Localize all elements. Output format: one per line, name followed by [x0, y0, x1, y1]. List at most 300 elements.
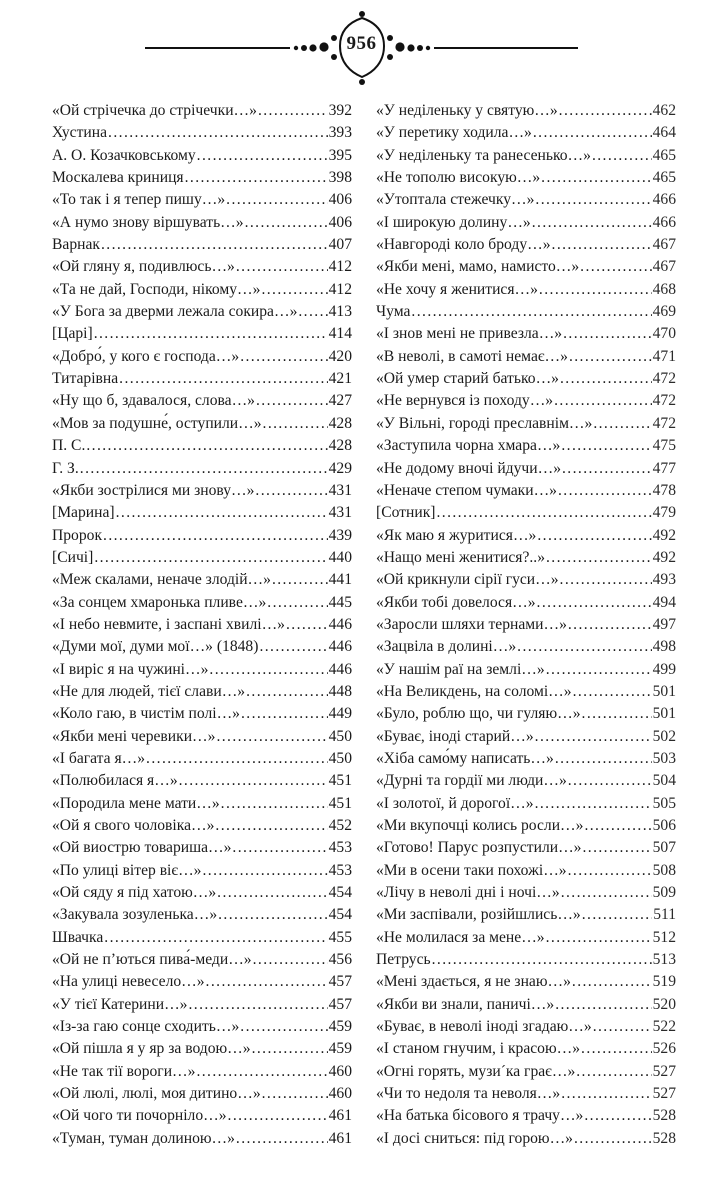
toc-entry-page: 453: [328, 839, 352, 857]
toc-entry-title: «Не додому вночі йдучи…»: [376, 459, 561, 477]
toc-entry-title: «І широкую долину…»: [376, 213, 531, 231]
dot-leader: [197, 145, 328, 167]
dot-leader: [537, 525, 651, 547]
toc-entry: [52, 748, 352, 770]
toc-entry-page: 471: [652, 347, 676, 365]
dot-leader: [86, 435, 327, 457]
toc-entry-page: 451: [328, 772, 352, 790]
toc-entry-title: «Буває, в неволі іноді згадаю…»: [376, 1018, 592, 1036]
toc-entry-title: «Добро́, у кого є господа…»: [52, 347, 240, 365]
dot-leader: [215, 815, 327, 837]
dot-leader: [286, 614, 328, 636]
toc-entry-title: «І виріс я на чужині…»: [52, 660, 209, 678]
toc-entry-title: «За сонцем хмаронька пливе…»: [52, 593, 267, 611]
toc-entry-title: «Мов за подушне́, оступили…»: [52, 414, 262, 432]
toc-entry-page: 501: [652, 682, 676, 700]
toc-entry-title: Г. З.: [52, 459, 79, 477]
dot-leader: [537, 592, 652, 614]
toc-entry: [376, 592, 676, 614]
toc-entry: [376, 1083, 676, 1105]
toc-entry-page: 455: [328, 928, 352, 946]
toc-entry-title: «В неволі, в самоті немає…»: [376, 347, 568, 365]
toc-entry-title: «Ой крикнули сірії гуси…»: [376, 571, 559, 589]
toc-entry: [52, 614, 352, 636]
toc-entry-page: 398: [328, 169, 352, 187]
dot-leader: [554, 390, 652, 412]
toc-entry: [376, 502, 676, 524]
dot-leader: [517, 636, 651, 658]
toc-entry-title: «Готово! Парус розпустили…»: [376, 839, 582, 857]
dot-leader: [535, 726, 652, 748]
toc-entry-page: 522: [652, 1018, 676, 1036]
dot-leader: [580, 256, 651, 278]
toc-entry-title: «Коло гаю, в чистім полі…»: [52, 705, 240, 723]
toc-entry-page: 504: [652, 772, 676, 790]
toc-entry-title: «Неначе степом чумаки…»: [376, 481, 557, 499]
toc-entry: [52, 659, 352, 681]
toc-entry-page: 497: [652, 615, 676, 633]
dot-leader: [119, 368, 327, 390]
toc-entry: [376, 1061, 676, 1083]
toc-entry: [376, 368, 676, 390]
toc-entry-page: 478: [652, 481, 676, 499]
toc-entry: [376, 748, 676, 770]
toc-entry-page: 472: [652, 414, 676, 432]
dot-leader: [146, 748, 328, 770]
toc-entry-title: «І золотої, й дорогої…»: [376, 794, 534, 812]
toc-entry: [52, 815, 352, 837]
dot-leader: [263, 413, 328, 435]
dot-leader: [563, 323, 652, 345]
dot-leader: [196, 1061, 327, 1083]
toc-entry-page: 465: [652, 169, 676, 187]
toc-entry-title: Варнак: [52, 236, 100, 254]
toc-entry: [52, 502, 352, 524]
toc-entry-page: 492: [652, 548, 676, 566]
toc-entry-title: «Ой я свого чоловіка…»: [52, 817, 215, 834]
toc-entry: [52, 189, 352, 211]
toc-entry-page: 459: [328, 1018, 352, 1036]
toc-entry-title: «Буває, іноді старий…»: [376, 727, 534, 745]
toc-entry: [52, 1128, 352, 1150]
toc-entry: [52, 301, 352, 323]
toc-entry-page: 511: [653, 906, 676, 924]
toc-column-left: [52, 100, 352, 1150]
toc-entry-page: 446: [328, 638, 352, 656]
dot-leader: [255, 480, 327, 502]
dot-leader: [593, 413, 651, 435]
toc-entry-page: 431: [328, 481, 352, 499]
toc-entry-title: «Ми вкупочці колись росли…»: [376, 817, 584, 834]
toc-entry: [52, 458, 352, 480]
toc-entry-page: 461: [328, 1107, 352, 1125]
dot-leader: [80, 458, 328, 480]
toc-entry-page: 454: [328, 906, 352, 924]
dot-leader: [272, 569, 328, 591]
dot-leader: [103, 525, 328, 547]
toc-entry-page: 502: [652, 727, 676, 745]
dot-leader: [253, 949, 328, 971]
toc-entry: [376, 167, 676, 189]
toc-entry: [52, 793, 352, 815]
dot-leader: [582, 837, 651, 859]
toc-entry: [52, 1016, 352, 1038]
toc-entry-page: 507: [652, 839, 676, 857]
toc-entry-page: 420: [328, 347, 352, 365]
toc-entry-title: Титарівна: [52, 370, 119, 388]
toc-entry: [52, 346, 352, 368]
toc-entry-page: 466: [652, 191, 676, 209]
toc-entry: [52, 860, 352, 882]
dot-leader: [236, 256, 328, 278]
toc-entry-page: 472: [652, 370, 676, 388]
toc-entry-title: «У тієї Катерини…»: [52, 995, 188, 1013]
toc-entry: [52, 592, 352, 614]
toc-entry: [376, 636, 676, 658]
toc-entry-page: 406: [328, 191, 352, 209]
toc-entry-title: [Сотник]: [376, 504, 436, 522]
dot-leader: [202, 860, 327, 882]
toc-entry-title: «І станом гнучим, і красою…»: [376, 1040, 581, 1058]
dot-leader: [218, 904, 327, 926]
dot-leader: [246, 681, 328, 703]
toc-entry: [52, 703, 352, 725]
toc-entry: [52, 1083, 352, 1105]
toc-entry-page: 428: [328, 414, 352, 432]
toc-entry-title: «Якби тобі довелося…»: [376, 593, 536, 611]
dot-leader: [101, 234, 328, 256]
toc-entry-title: [Марина]: [52, 504, 115, 522]
toc-entry-page: 526: [652, 1040, 676, 1058]
toc-entry: [376, 256, 676, 278]
toc-entry: [52, 949, 352, 971]
toc-entry-title: «Чи то недоля та неволя…»: [376, 1085, 561, 1103]
toc-entry-page: 508: [652, 861, 676, 879]
toc-entry-title: Хустина: [52, 124, 108, 142]
toc-entry-title: «Було, роблю що, чи гуляю…»: [376, 705, 581, 723]
dot-leader: [539, 279, 652, 301]
dot-leader: [535, 189, 651, 211]
dot-leader: [546, 927, 652, 949]
toc-entry: [52, 525, 352, 547]
toc-entry-page: 428: [328, 437, 352, 455]
toc-entry-page: 393: [328, 124, 352, 142]
dot-leader: [535, 793, 652, 815]
toc-entry-title: «На улиці невесело…»: [52, 973, 205, 991]
toc-entry-page: 506: [652, 817, 676, 834]
toc-entry: [52, 212, 352, 234]
toc-entry-page: 512: [652, 928, 676, 946]
toc-entry-title: Пророк: [52, 526, 103, 544]
toc-entry-page: 439: [328, 526, 352, 544]
toc-entry-title: «Огні горять, музи´ка грає…»: [376, 1062, 576, 1080]
toc-entry: [376, 927, 676, 949]
toc-entry: [376, 971, 676, 993]
dot-leader: [581, 1038, 652, 1060]
toc-entry: [376, 1128, 676, 1150]
toc-entry: [52, 480, 352, 502]
toc-entry-page: 472: [652, 392, 676, 410]
toc-entry-title: «Якби ви знали, паничі…»: [376, 995, 555, 1013]
page-header: [0, 0, 723, 100]
toc-entry-title: «Зацвіла в долині…»: [376, 638, 517, 656]
toc-entry-title: «Ой люлі, люлі, моя дитино…»: [52, 1085, 261, 1103]
toc-entry: [376, 904, 676, 926]
dot-leader: [226, 189, 327, 211]
toc-entry-page: 457: [328, 995, 352, 1013]
toc-entry: [376, 435, 676, 457]
toc-entry-title: А. О. Козачковському: [52, 146, 196, 164]
toc-entry-page: 475: [652, 437, 676, 455]
dot-leader: [185, 167, 328, 189]
toc-entry-page: 513: [652, 951, 676, 969]
dot-leader: [560, 569, 652, 591]
toc-entry-page: 460: [328, 1062, 352, 1080]
dot-leader: [436, 502, 651, 524]
dot-leader: [216, 726, 327, 748]
toc-entry: [52, 882, 352, 904]
toc-entry: [376, 1016, 676, 1038]
toc-entry-title: «Ой пішла я у яр за водою…»: [52, 1040, 251, 1058]
toc-entry-page: 469: [652, 303, 676, 321]
toc-entry-page: 519: [652, 973, 676, 991]
dot-leader: [261, 279, 327, 301]
toc-entry: [52, 569, 352, 591]
toc-entry-page: 479: [652, 504, 676, 522]
dot-leader: [411, 301, 651, 323]
dot-leader: [221, 793, 328, 815]
toc-entry: [376, 145, 676, 167]
toc-entry-title: «Мені здається, я не знаю…»: [376, 973, 571, 991]
toc-entry: [52, 368, 352, 390]
dot-leader: [562, 458, 652, 480]
toc-entry-title: «Закувала зозуленька…»: [52, 906, 218, 924]
toc-entry: [52, 681, 352, 703]
toc-entry-title: «У Бога за дверми лежала сокира…»: [52, 303, 298, 321]
toc-entry: [52, 1061, 352, 1083]
toc-entry-page: 446: [328, 615, 352, 633]
toc-entry: [376, 480, 676, 502]
dot-leader: [582, 904, 652, 926]
toc-entry-title: «А нумо знову віршувать…»: [52, 213, 244, 231]
toc-entry-page: 503: [652, 749, 676, 767]
toc-entry: [376, 681, 676, 703]
toc-entry: [376, 659, 676, 681]
toc-entry-page: 454: [328, 884, 352, 902]
toc-entry-title: [Царі]: [52, 325, 93, 343]
toc-column-right: [376, 100, 676, 1150]
dot-leader: [555, 748, 652, 770]
toc-entry-title: «Якби мені, мамо, намисто…»: [376, 258, 580, 276]
toc-entry: [376, 770, 676, 792]
toc-entry-page: 528: [652, 1129, 676, 1147]
toc-entry-page: 493: [652, 571, 676, 589]
toc-entry-title: «Не для людей, тієї слави…»: [52, 682, 246, 700]
toc-entry-title: «Ой стрічечка до стрічечки…»: [52, 102, 257, 119]
dot-leader: [245, 212, 328, 234]
toc-entry-title: «Ой сяду я під хатою…»: [52, 884, 217, 902]
toc-entry-title: «У неділеньку у святую…»: [376, 102, 558, 119]
toc-entry: [376, 793, 676, 815]
toc-entry-page: 461: [328, 1129, 352, 1147]
toc-entry-title: «Полюбилася я…»: [52, 772, 178, 790]
toc-entry-page: 431: [328, 504, 352, 522]
toc-entry-title: «Не так тії вороги…»: [52, 1062, 196, 1080]
dot-leader: [559, 100, 652, 122]
toc-entry: [376, 703, 676, 725]
toc-entry: [376, 525, 676, 547]
toc-entry-title: «Не тополю високую…»: [376, 169, 541, 187]
toc-entry: [376, 547, 676, 569]
toc-entry-title: «Навгороді коло броду…»: [376, 236, 551, 254]
toc-entry-page: 392: [328, 102, 352, 119]
dot-leader: [574, 1128, 652, 1150]
toc-entry-page: 421: [328, 370, 352, 388]
dot-leader: [572, 971, 652, 993]
toc-entry-title: «І небо невмите, і заспані хвилі…»: [52, 615, 285, 633]
dot-leader: [108, 122, 328, 144]
toc-entry: [376, 726, 676, 748]
toc-entry: [52, 971, 352, 993]
toc-entry-page: 505: [652, 794, 676, 812]
toc-entry-title: Чума: [376, 303, 411, 321]
toc-entry-page: 528: [652, 1107, 676, 1125]
toc-entry: [52, 413, 352, 435]
dot-leader: [232, 837, 327, 859]
toc-entry-title: «Із-за гаю сонце сходить…»: [52, 1018, 240, 1036]
toc-entry-title: «Заступила чорна хмара…»: [376, 437, 561, 455]
toc-entry-title: «Не молилася за мене…»: [376, 928, 545, 946]
toc-entry: [376, 882, 676, 904]
toc-entry-page: 465: [652, 146, 676, 164]
dot-leader: [432, 949, 652, 971]
dot-leader: [592, 145, 652, 167]
dot-leader: [228, 1105, 328, 1127]
dot-leader: [188, 994, 327, 1016]
toc-entry-title: «Ой гляну я, подивлюсь…»: [52, 258, 235, 276]
toc-entry: [376, 837, 676, 859]
toc-entry-title: «І багата я…»: [52, 749, 146, 767]
dot-leader: [573, 681, 652, 703]
toc-entry-title: «Ми в осени таки похожі…»: [376, 861, 567, 879]
toc-entry-page: 429: [328, 459, 352, 477]
toc-entry-title: «Заросли шляхи тернами…»: [376, 615, 567, 633]
toc-entry-page: 450: [328, 749, 352, 767]
page-number: 956: [346, 33, 377, 54]
toc-entry: [376, 413, 676, 435]
dot-leader: [116, 502, 328, 524]
toc-entry-title: «Як маю я журитися…»: [376, 526, 537, 544]
dot-leader: [555, 994, 651, 1016]
dot-leader: [267, 592, 327, 614]
toc-entry-page: 414: [328, 325, 352, 343]
toc-entry: [52, 145, 352, 167]
toc-entry-title: [Сичі]: [52, 548, 94, 566]
toc-entry-title: «Утоптала стежечку…»: [376, 191, 535, 209]
toc-entry-title: «Думи мої, думи мої…» (1848): [52, 638, 259, 656]
toc-entry-page: 520: [652, 995, 676, 1013]
dot-leader: [561, 435, 651, 457]
toc-entry-title: «Якби мені черевики…»: [52, 727, 216, 745]
dot-leader: [209, 659, 327, 681]
toc-entry-title: «Не вернувся із походу…»: [376, 392, 554, 410]
toc-entry: [52, 256, 352, 278]
toc-entry: [52, 547, 352, 569]
dot-leader: [298, 301, 327, 323]
dot-leader: [541, 167, 651, 189]
toc-entry-title: «Нащо мені женитися?..»: [376, 548, 545, 566]
toc-entry-page: 499: [652, 660, 676, 678]
toc-entry: [376, 390, 676, 412]
toc-entry: [376, 994, 676, 1016]
toc-entry: [376, 949, 676, 971]
toc-entry-page: 407: [328, 236, 352, 254]
toc-entry-page: 527: [652, 1062, 676, 1080]
toc-entry: [52, 100, 352, 122]
toc-entry-title: «І досі сниться: під горою…»: [376, 1129, 573, 1147]
dot-leader: [217, 882, 327, 904]
toc-entry-page: 446: [328, 660, 352, 678]
toc-entry: [52, 636, 352, 658]
toc-entry-page: 456: [328, 951, 352, 969]
toc-entry-title: «На Великдень, на соломі…»: [376, 682, 572, 700]
toc-entry: [376, 323, 676, 345]
toc-entry-title: «Хіба само́му написать…»: [376, 749, 554, 767]
dot-leader: [568, 770, 652, 792]
toc-entry-title: «По улиці вітер віє…»: [52, 861, 202, 879]
toc-entry: [376, 301, 676, 323]
dot-leader: [576, 1061, 651, 1083]
toc-entry: [52, 435, 352, 457]
dot-leader: [584, 815, 651, 837]
toc-entry: [376, 569, 676, 591]
toc-entry-page: 406: [328, 213, 352, 231]
toc-entry-page: 453: [328, 861, 352, 879]
toc-entry-page: 477: [652, 459, 676, 477]
toc-entry-page: 440: [328, 548, 352, 566]
toc-entry: [376, 458, 676, 480]
dot-leader: [546, 547, 652, 569]
toc-entry-page: 450: [328, 727, 352, 745]
toc-entry-title: «Ну що б, здавалося, слова…»: [52, 392, 255, 410]
toc-entry: [52, 1038, 352, 1060]
toc-entry-page: 492: [652, 526, 676, 544]
toc-entry: [52, 927, 352, 949]
toc-entry-title: «І знов мені не привезла…»: [376, 325, 563, 343]
dot-leader: [558, 480, 652, 502]
toc-entry-page: 467: [652, 236, 676, 254]
dot-leader: [240, 1016, 327, 1038]
toc-entry: [376, 122, 676, 144]
dot-leader: [206, 971, 328, 993]
toc-entry: [52, 390, 352, 412]
toc-entry: [376, 614, 676, 636]
dot-leader: [259, 636, 327, 658]
toc-entry-page: 427: [328, 392, 352, 410]
toc-entry-page: 498: [652, 638, 676, 656]
toc-entry-page: 448: [328, 682, 352, 700]
toc-entry-page: 464: [652, 124, 676, 142]
toc-entry-title: «Та не дай, Господи, нікому…»: [52, 280, 261, 298]
toc-entry-page: 412: [328, 258, 352, 276]
dot-leader: [240, 346, 327, 368]
toc-entry-title: «У Вільні, городі преславнім…»: [376, 414, 593, 432]
dot-leader: [593, 1016, 652, 1038]
table-of-contents: [52, 100, 692, 1150]
toc-entry: [376, 279, 676, 301]
dot-leader: [241, 703, 328, 725]
dot-leader: [258, 100, 328, 122]
